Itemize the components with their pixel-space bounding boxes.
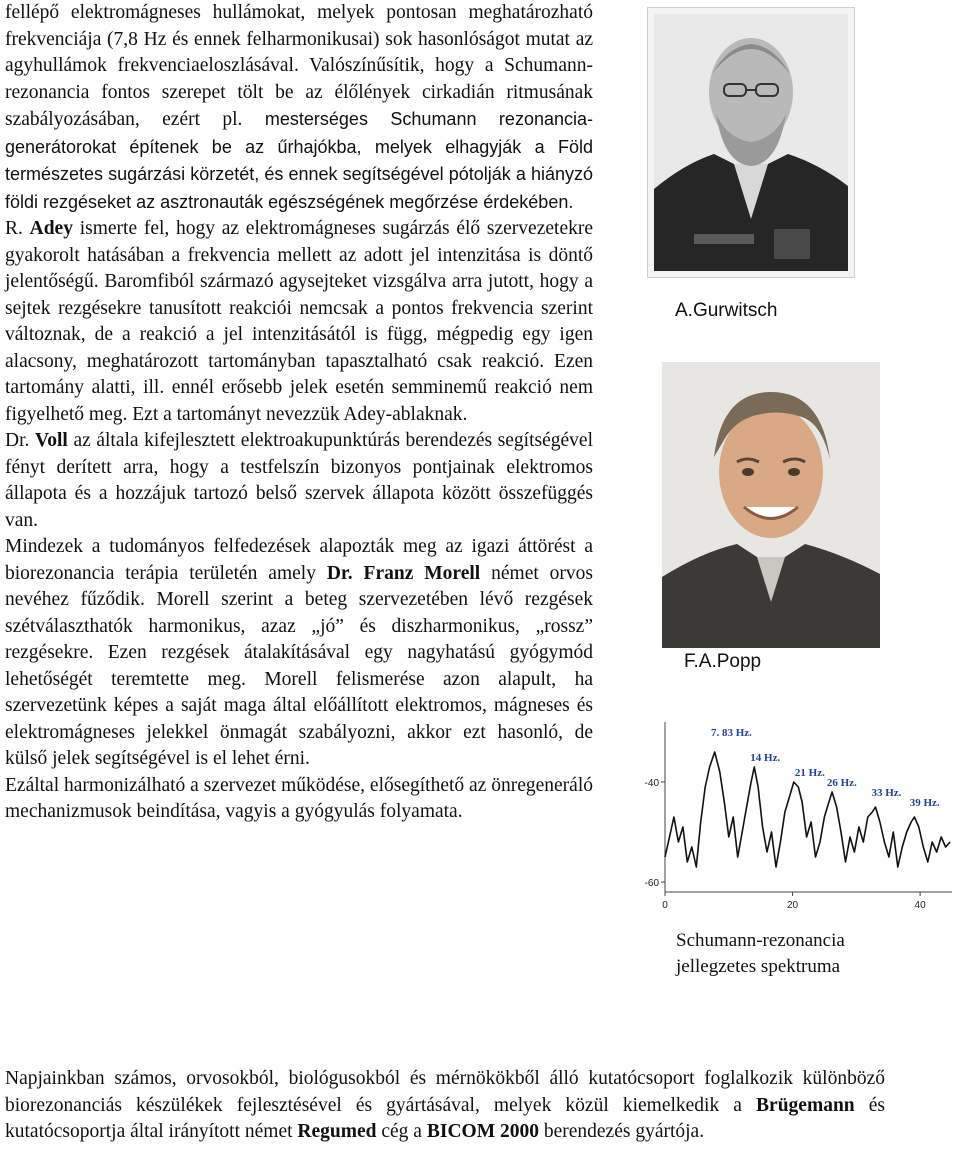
portrait-popp-photo: [662, 362, 880, 648]
paragraph-adey: R. Adey ismerte fel, hogy az elektromágneses sugárzás élő szervezetekre gyakorolt hatásában a frekvencia mellett az adott jel intenzitása is döntő jelentőségű. Baromfiból származó agysejteket vizsgálva arra jutott, hogy a sejtek rezgésekre tanusított reakciói nemcsak a pontos frekvencia szerint változnak, de a reakció a jel intenzitásától is függ, mégpedig egy igen alacsony, meghatározott tartományban tapasztalható csak reakció. Ezen tartomány alatti, ill. ennél erősebb jelek esetén semminemű reakció nem figyelhető meg. Ezt a tartományt nevezzük Adey-ablaknak.: [5, 218, 593, 425]
spectrum-plot-area: [640, 712, 960, 917]
main-text-column: [5, 0, 593, 826]
peak-label: 7. 83 Hz.: [710, 727, 752, 739]
paragraph-research-groups: Napjainkban számos, orvosokból, biológusokból és mérnökökből álló kutatócsoport foglalkozik különböző biorezonanciás készülékek fejlesztésével és gyártásával, melyek közül kiemelkedik a Brügemann és kutatócsoportja által irányított német Regumed cég a BICOM 2000 berendezés gyártója.: [5, 1068, 885, 1142]
schumann-spectrum-chart: [640, 712, 960, 917]
peak-label: 14 Hz.: [750, 752, 781, 764]
x-tick-label: 20: [786, 900, 799, 911]
bottom-paragraph: [5, 1066, 885, 1146]
x-tick-label: 0: [662, 900, 668, 911]
x-tick-label: 40: [914, 900, 926, 911]
peak-label: 26 Hz.: [826, 777, 857, 789]
paragraph-morell: Mindezek a tudományos felfedezések alapozták meg az igazi áttörést a biorezonancia terápia területén amely Dr. Franz Morell német orvos nevéhez fűződik. Morell szerint a beteg szervezetében lévő rezgések szétválaszthatók harmonikus, azaz „jó” és diszharmonikus, „rossz” rezgésekre. Ezen rezgések átalakításával egy nagyhatású gyógymód lehetőségét teremtette meg. Morell felismerése azon alapult, ha szervezetünk képes a saját maga által előállított elektromos, mágneses és elektromágneses jelekkel önmagát szabályozni, akkor ezt hasonló, de külső jelek segítségével is el lehet érni.: [5, 536, 594, 769]
caption-gurwitsch: A.Gurwitsch: [675, 300, 778, 321]
y-tick-label: -40: [644, 778, 659, 789]
paragraph-voll: Dr. Voll az általa kifejlesztett elektroakupunktúrás berendezés segítségével fényt derített arra, hogy a testfelszín bizonyos pontjainak elektromos állapota és a hozzájuk tartozó belső szervek állapota között összefüggés van.: [5, 430, 593, 531]
paragraph-harmonization: Ezáltal harmonizálható a szervezet működése, elősegíthető az önregeneráló mechanizmusok beindítása, vagyis a gyógyulás folyamata.: [5, 774, 593, 822]
y-tick-label: -60: [644, 878, 659, 889]
peak-label: 33 Hz.: [871, 787, 902, 799]
caption-popp: F.A.Popp: [684, 651, 762, 672]
peak-label: 39 Hz.: [909, 797, 940, 809]
peak-label: 21 Hz.: [794, 767, 825, 779]
caption-spectrum: Schumann-rezonancia jellegzetes spektruma: [676, 930, 845, 977]
portrait-gurwitsch-photo: [654, 14, 848, 271]
paragraph-schumann: fellépő elektromágneses hullámokat, melyek pontosan meghatározható frekvenciája (7,8 Hz és ennek felharmonikusai) sok hasonlóságot mutat az agyhullámok frekvenciaeloszlásával. Valószínűsítik, hogy a Schumann-rezonancia fontos szerepet tölt be az élőlények cirkadián ritmusának szabályozásában, ezért pl. mesterséges Schumann rezonancia-generátorokat építenek be az űrhajókba, melyek elhagyják a Föld természetes sugárzási körzetét, és ennek segítségével pótolják a hiányzó földi rezgéseket az asztronauták egészségének megőrzése érdekében.: [5, 2, 593, 212]
